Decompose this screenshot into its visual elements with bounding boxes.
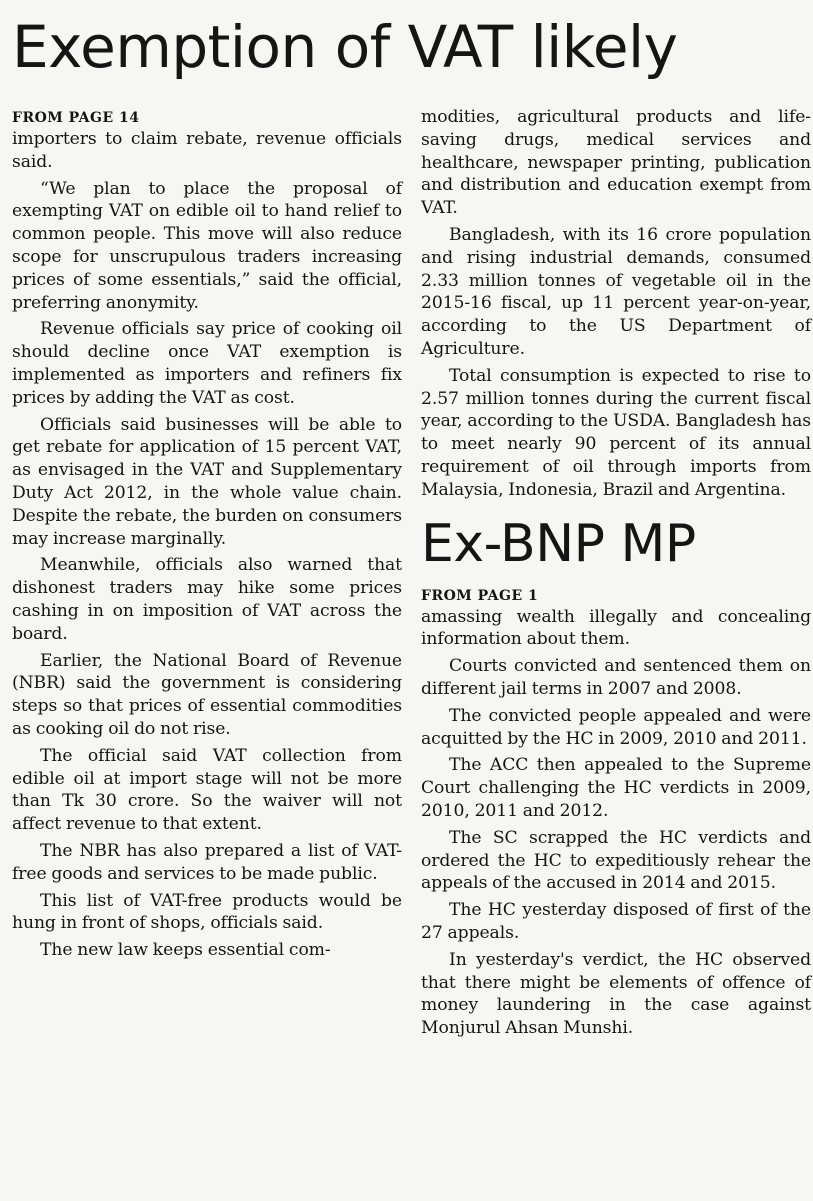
paragraph: The ACC then appealed to the Supreme Court challenging the HC verdicts in 2009, 2010, 2011 and 2012. [421, 755, 811, 821]
paragraph: The HC yesterday disposed of first of the 27 appeals. [421, 900, 811, 943]
paragraph: Meanwhile, officials also warned that dishonest traders may hike some prices cashing in on imposition of VAT across the board. [12, 555, 402, 644]
paragraph: Revenue officials say price of cooking oil should decline once VAT exemption is implemented as importers and refiners fix prices by adding the VAT as cost. [12, 319, 402, 408]
paragraph: The SC scrapped the HC verdicts and ordered the HC to expeditiously rehear the appeals of the accused in 2014 and 2015. [421, 827, 811, 894]
left-column [12, 106, 402, 966]
paragraph: The NBR has also prepared a list of VAT-free goods and services to be made public. [12, 840, 402, 884]
paragraph: Officials said businesses will be able to get rebate for application of 15 percent VAT, as envisaged in the VAT and Supplementary Duty Act 2012, in the whole value chain. Despite the rebate, the burden on consumers may increase marginally. [12, 414, 402, 549]
paragraph: Earlier, the National Board of Revenue (NBR) said the government is considering steps so that prices of essential commodities as cooking oil do not rise. [12, 650, 402, 739]
paragraph: Courts convicted and sentenced them on different jail terms in 2007 and 2008. [421, 656, 811, 699]
article-headline: Exemption of VAT likely [12, 13, 678, 81]
right-column [421, 106, 811, 1044]
paragraph: “We plan to place the proposal of exempting VAT on edible oil to hand relief to common people. This move will also reduce scope for unscrupulous traders increasing prices of some essentials,” said the official, preferring anonymity. [12, 178, 402, 313]
paragraph: The convicted people appealed and were acquitted by the HC in 2009, 2010 and 2011. [421, 705, 811, 749]
continuation-kicker: FROM PAGE 1 [421, 587, 539, 604]
paragraph: The new law keeps essential com- [40, 940, 331, 961]
continuation-kicker: FROM PAGE 14 [12, 110, 140, 126]
paragraph: This list of VAT-free products would be hung in front of shops, officials said. [12, 890, 402, 934]
paragraph: The official said VAT collection from edible oil at import stage will not be more than Tk 30 crore. So the waiver will not affect revenue to that extent. [12, 745, 402, 835]
paragraph: amassing wealth illegally and concealing information about them. [421, 606, 811, 650]
paragraph: Total consumption is expected to rise to 2.57 million tonnes during the current fiscal year, according to the USDA. Bangladesh has to meet nearly 90 percent of its annual requirement of oil through imports from Malaysia, Indonesia, Brazil and Argentina. [421, 365, 811, 500]
paragraph: Bangladesh, with its 16 crore population and rising industrial demands, consumed 2.33 million tonnes of vegetable oil in the 2015-16 fiscal, up 11 percent year-on-year, according to the US Department of Agriculture. [421, 224, 811, 359]
paragraph: modities, agricultural products and life-saving drugs, medical services and healthcare, newspaper printing, publication and distribution and education exempt from VAT. [421, 107, 811, 219]
paragraph: importers to claim rebate, revenue officials said. [12, 129, 402, 172]
second-article-headline: Ex-BNP MP [421, 513, 696, 574]
paragraph: In yesterday's verdict, the HC observed that there might be elements of offence of money laundering in the case against Monjurul Ahsan Munshi. [421, 949, 811, 1039]
